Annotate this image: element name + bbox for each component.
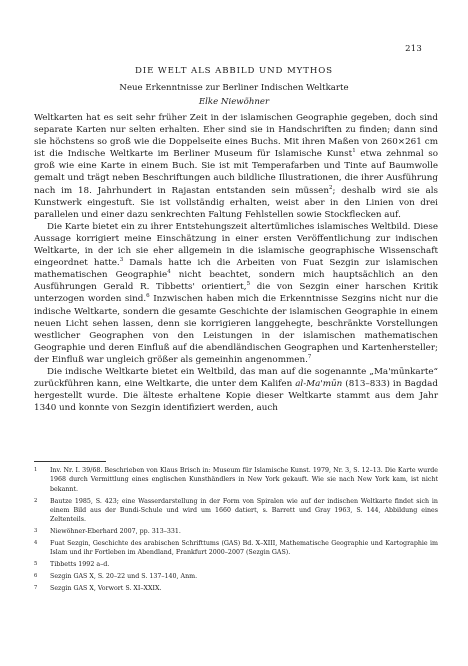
- footnote-marker: 3: [119, 257, 124, 264]
- article-author: Elke Niewöhner: [198, 97, 270, 107]
- text-run: Damals hatte ich die Arbeiten von Fuat Sezgin zur islamischen mathematischen Geographie: [34, 258, 438, 281]
- text-run: Inzwischen haben mich die Erkenntnisse Sezgins nicht nur die indische Weltkarte, sondern die gesamte Geschichte der islamischen Geographie in einem neuen Licht sehen lassen, denn sie korrigieren langgehegte, beschränkte Vorstellungen westlicher Geographen von den Leistungen in der islamischen mathematischen Geographie und deren Einfluß auf die abendländischen Geographen und Kartenhersteller; der Einfluß war ungleich größer als gemeinhin angenommen.: [34, 294, 439, 365]
- footnote-number: 4: [34, 540, 38, 547]
- text-run: Die Karte bietet ein zu ihrer Entstehungszeit altertümliches islamisches Weltbild. Diese Aussage korrigiert meine Einschätzung in einer ersten Veröffentlichung zur indischen Weltkarte, in der ich sie eher allgemein in die islamische geographische Wissenschaft eingeordnet hatte.: [34, 221, 438, 269]
- footnote-text: Tibbetts 1992 a–d.: [50, 561, 110, 569]
- footnote-marker: 1: [352, 148, 356, 155]
- footnote-text: Sezgin GAS X, Vorwort S. XI–XXIX.: [50, 584, 162, 592]
- article-title: DIE WELT ALS ABBILD UND MYTHOS: [135, 66, 333, 76]
- text-run: Die indische Weltkarte bietet ein Weltbild, das man auf die sogenannte „Ma'mūnkarte“ zurückführen kann, eine Weltkarte, die unter dem Kalifen: [34, 366, 438, 390]
- footnote-item: [34, 572, 438, 581]
- footnote-divider: [34, 461, 106, 462]
- footnotes: [34, 466, 438, 596]
- footnote-marker: 2: [328, 184, 333, 191]
- footnote-text: Inv. Nr. I. 39/68. Beschrieben von Klaus Brisch in: Museum für Islamische Kunst. 1979, Nr. 3, S. 12–13. Die Karte wurde 1968 durch Vermittlung eines englischen Kunsthändlers in New York gekauft. Wie sie nach New York kam, ist nicht bekannt.: [50, 467, 438, 493]
- footnote-item: [34, 560, 438, 569]
- footnote-item: [34, 539, 438, 558]
- footnote-item: [34, 497, 438, 525]
- footnote-text: Bautze 1985, S. 423; eine Wasserdarstellung in der Form von Spiralen wie auf der indischen Weltkarte findet sich in einem Bild aus der Bundi-Schule und wird um 1660 datiert, s. Barrett und Gray 1963, S. 144, Abbildung eines Zeltenteils.: [50, 497, 438, 524]
- footnote-marker: 5: [246, 281, 251, 288]
- text-run: etwa zehnmal so groß wie eine Karte in einem Buch. Sie ist mit Temperafarben und Tinte auf Baumwolle gemalt und trägt neben Beschriftungen auch bildliche Illustrationen, die ihrer Ausführung nach im 18. Jahrhundert in Rajastan entstanden sein müssen: [34, 149, 438, 196]
- body-text: [34, 112, 438, 414]
- footnote-item: [34, 466, 438, 494]
- footnote-text: Fuat Sezgin, Geschichte des arabischen Schrifttums (GAS) Bd. X–XIII, Mathematische Geographie und Kartographie im Islam und ihr Fortleben im Abendland, Frankfurt 2000–2007 (Sezgin GAS).: [50, 540, 438, 557]
- footnote-item: [34, 584, 438, 593]
- text-run: die von Sezgin einer harschen Kritik unterzogen worden sind.: [34, 282, 438, 305]
- text-run: ; deshalb wird sie als Kunstwerk eingestuft. Sie ist vollständig erhalten, weist aber in den Linien von drei parallelen und einer dazu senkrechten Faltung Fehlstellen sowie Stockflecken auf.: [34, 185, 438, 220]
- body-paragraph: [34, 112, 438, 221]
- footnote-marker: 6: [146, 293, 150, 300]
- footnote-number: 5: [34, 561, 38, 568]
- footnote-number: 1: [34, 467, 38, 473]
- article-subtitle: Neue Erkenntnisse zur Berliner Indischen Weltkarte: [119, 83, 349, 93]
- body-paragraph: [34, 221, 438, 366]
- footnote-number: 3: [34, 528, 38, 535]
- footnote-text: Sezgin GAS X, S. 20–22 und S. 137–140, Anm.: [50, 573, 198, 581]
- text-run: Weltkarten hat es seit sehr früher Zeit in der islamischen Geographie gegeben, doch sind separate Karten nur selten erhalten. Eher sind sie in Handschriften zu finden; dann sind sie höchstens so groß wie die Doppelseite eines Buchs. Mit ihren Maßen von 260×261 cm ist die Indische Weltkarte im Berliner Museum für Islamische Kunst: [34, 113, 438, 160]
- text-run: (813–833) in Bagdad hergestellt wurde. Die älteste erhaltene Kopie dieser Weltkarte stammt aus dem Jahr 1340 und konnte von Sezgin identifiziert werden, auch: [34, 379, 438, 414]
- footnote-number: 2: [34, 497, 38, 504]
- footnote-marker: 4: [167, 269, 171, 276]
- footnote-number: 6: [34, 573, 38, 580]
- page-number: 213: [405, 44, 422, 54]
- footnote-number: 7: [34, 584, 38, 591]
- italic-name: al-Ma'mūn: [295, 379, 343, 390]
- footnote-item: [34, 527, 438, 536]
- footnote-marker: 7: [307, 353, 312, 360]
- text-run: nicht beachtet, sondern mich hauptsächlich an den Ausführungen Gerald R. Tibbetts' orientiert,: [34, 270, 438, 293]
- footnote-text: Niewöhner-Eberhard 2007, pp. 313–331.: [50, 528, 181, 536]
- body-paragraph: [34, 366, 438, 414]
